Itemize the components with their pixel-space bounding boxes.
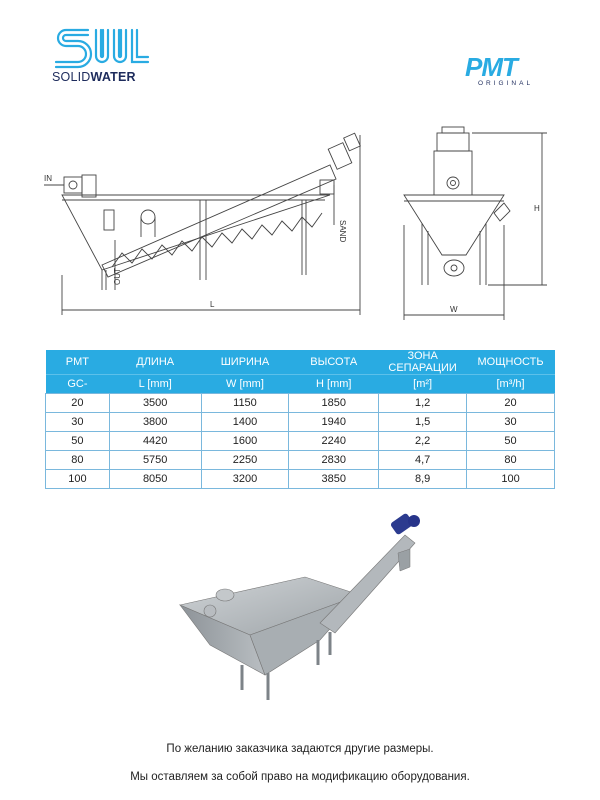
cell-width: 1600 [201,432,289,451]
cell-separation-zone: 8,9 [379,470,467,489]
table-units-row [46,375,555,394]
table-row [46,451,555,470]
cell-height: 1850 [289,394,379,413]
solidwater-wordmark: SOLIDWATER [52,70,136,84]
col-header-pmt: PMT [46,350,110,375]
cell-width: 1150 [201,394,289,413]
cell-model: 50 [46,432,110,451]
cell-length: 3500 [109,394,201,413]
unit-pmt: GC- [46,375,110,394]
unit-separation-zone: [m²] [379,375,467,394]
cell-model: 100 [46,470,110,489]
unit-length: L [mm] [109,375,201,394]
col-header-separation-zone: ЗОНА СЕПАРАЦИИ [379,350,467,375]
cell-model: 30 [46,413,110,432]
unit-height: H [mm] [289,375,379,394]
cell-capacity: 100 [467,470,555,489]
table-row [46,470,555,489]
solidwater-logo [52,26,162,96]
cell-model: 80 [46,451,110,470]
unit-width: W [mm] [201,375,289,394]
dimension-h-label: H [534,204,540,213]
cell-separation-zone: 1,2 [379,394,467,413]
cell-capacity: 80 [467,451,555,470]
dimension-l-label: L [210,300,215,309]
cell-width: 1400 [201,413,289,432]
cell-separation-zone: 1,5 [379,413,467,432]
cell-height: 2830 [289,451,379,470]
cell-model: 20 [46,394,110,413]
pmt-subtitle: ORIGINAL [478,80,534,87]
cell-separation-zone: 4,7 [379,451,467,470]
unit-capacity: [m³/h] [467,375,555,394]
col-header-length: ДЛИНА [109,350,201,375]
table-row [46,432,555,451]
front-view-drawing [392,125,562,325]
table-row [46,394,555,413]
cell-length: 8050 [109,470,201,489]
side-view-drawing [40,125,375,325]
table-row [46,413,555,432]
cell-height: 2240 [289,432,379,451]
footer-note-modification-rights: Мы оставляем за собой право на модификацию оборудования. [130,771,470,783]
pmt-logo-text: PMT [465,52,517,82]
cell-capacity: 20 [467,394,555,413]
cell-separation-zone: 2,2 [379,432,467,451]
cell-capacity: 30 [467,413,555,432]
col-header-height: ВЫСОТА [289,350,379,375]
table-header-row [46,350,555,375]
cell-width: 2250 [201,451,289,470]
cell-length: 4420 [109,432,201,451]
col-header-width: ШИРИНА [201,350,289,375]
cell-height: 1940 [289,413,379,432]
dimension-w-label: W [450,305,458,314]
product-3d-render [170,505,440,710]
cell-height: 3850 [289,470,379,489]
sand-label: SAND [338,220,347,243]
cell-capacity: 50 [467,432,555,451]
cell-length: 3800 [109,413,201,432]
spec-table [45,350,555,489]
col-header-capacity: МОЩНОСТЬ [467,350,555,375]
cell-length: 5750 [109,451,201,470]
out-label: OUT [113,268,122,285]
cell-width: 3200 [201,470,289,489]
in-label: IN [44,174,52,183]
footer-note-custom-sizes: По желанию заказчика задаются другие размеры. [166,743,434,755]
